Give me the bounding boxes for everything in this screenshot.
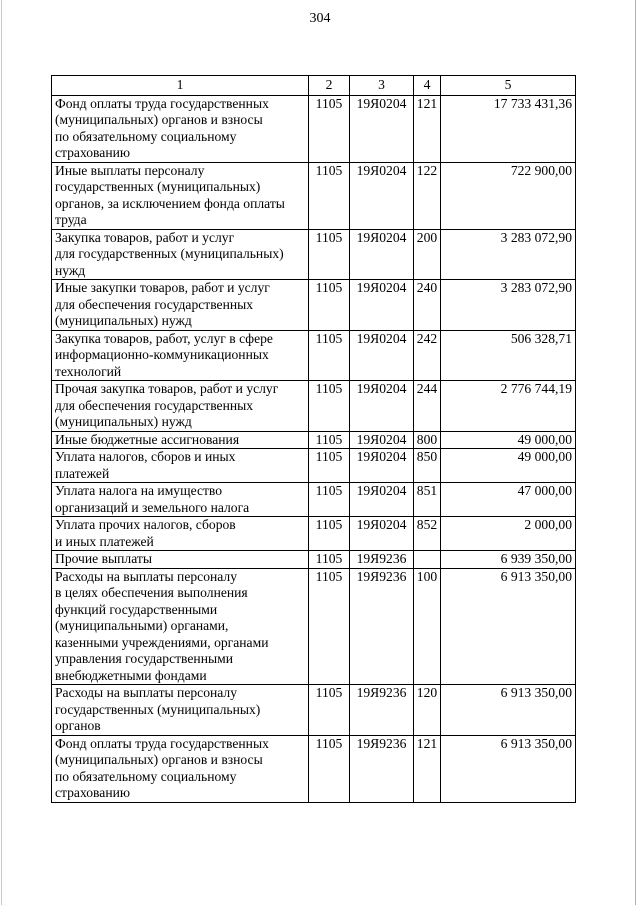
- expense-name-line: органов, за исключением фонда оплаты: [55, 195, 285, 211]
- expense-name-line: Прочие выплаты: [55, 551, 152, 566]
- expense-name-line: (муниципальными) органами,: [55, 618, 229, 633]
- expense-name-line: Иные выплаты персоналу: [55, 162, 205, 178]
- expense-name-line: в целях обеспечения выполнения: [55, 585, 248, 600]
- cell-expense-type: 852: [414, 517, 441, 551]
- expense-name-line: Фонд оплаты труда государственных: [55, 735, 269, 751]
- table-row: [52, 735, 576, 802]
- cell-section-code: 1105: [309, 568, 350, 685]
- expense-name-line: внебюджетными фондами: [55, 667, 207, 683]
- expense-name-line: по обязательному социальному: [55, 128, 237, 144]
- expense-name-line: труда: [55, 212, 87, 227]
- expense-name-line: (муниципальных) нужд: [55, 414, 192, 429]
- cell-expense-type: [414, 551, 441, 569]
- expense-name-line: Расходы на выплаты персоналу: [55, 568, 237, 584]
- cell-amount: 49 000,00: [441, 449, 576, 483]
- expense-name-line: страхованию: [55, 145, 131, 160]
- cell-section-code: 1105: [309, 483, 350, 517]
- table-row: [52, 162, 576, 229]
- cell-amount: 47 000,00: [441, 483, 576, 517]
- cell-amount: 506 328,71: [441, 330, 576, 381]
- expense-name-line: функций государственными: [55, 601, 218, 617]
- cell-expense-type: 850: [414, 449, 441, 483]
- expense-name-line: организаций и земельного налога: [55, 499, 250, 515]
- cell-target-code: 19Я9236: [350, 568, 414, 685]
- cell-target-code: 19Я0204: [350, 280, 414, 331]
- table-row: [52, 381, 576, 432]
- cell-target-code: 19Я0204: [350, 449, 414, 483]
- cell-target-code: 19Я0204: [350, 483, 414, 517]
- expense-name-line: Иные бюджетные ассигнования: [55, 431, 240, 447]
- expense-name-line: (муниципальных) органов и взносы: [55, 112, 263, 127]
- expense-name-line: информационно-коммуникационных: [55, 347, 269, 362]
- expense-name-line: (муниципальных) нужд: [55, 313, 192, 328]
- header-col-4: 4: [414, 76, 441, 96]
- table-row: [52, 483, 576, 517]
- budget-table-body: [52, 76, 576, 803]
- table-row: [52, 330, 576, 381]
- cell-expense-name: [52, 431, 309, 449]
- table-row: [52, 551, 576, 569]
- cell-expense-type: 851: [414, 483, 441, 517]
- table-row: [52, 280, 576, 331]
- cell-section-code: 1105: [309, 517, 350, 551]
- cell-expense-name: [52, 162, 309, 229]
- cell-expense-name: [52, 95, 309, 162]
- expense-name-line: Уплата налога на имущество: [55, 483, 223, 498]
- scan-edge-left: [1, 0, 2, 905]
- expense-name-line: Уплата налогов, сборов и иных: [55, 449, 236, 464]
- cell-target-code: 19Я0204: [350, 381, 414, 432]
- expense-name-line: государственных (муниципальных): [55, 179, 261, 194]
- cell-section-code: 1105: [309, 381, 350, 432]
- cell-expense-type: 121: [414, 95, 441, 162]
- expense-name-line: Иные закупки товаров, работ и услуг: [55, 280, 270, 295]
- header-col-1: 1: [52, 76, 309, 96]
- cell-expense-name: [52, 330, 309, 381]
- table-row: [52, 229, 576, 280]
- cell-amount: 6 939 350,00: [441, 551, 576, 569]
- cell-target-code: 19Я0204: [350, 330, 414, 381]
- expense-name-line: Прочая закупка товаров, работ и услуг: [55, 381, 279, 396]
- cell-amount: 49 000,00: [441, 431, 576, 449]
- cell-expense-type: 240: [414, 280, 441, 331]
- cell-amount: 3 283 072,90: [441, 229, 576, 280]
- table-row: [52, 431, 576, 449]
- cell-expense-name: [52, 381, 309, 432]
- cell-expense-name: [52, 517, 309, 551]
- cell-amount: 6 913 350,00: [441, 685, 576, 736]
- page-number: 304: [309, 11, 331, 26]
- cell-expense-name: [52, 449, 309, 483]
- table-row: [52, 685, 576, 736]
- expense-name-line: для государственных (муниципальных): [55, 246, 284, 261]
- expense-name-line: органов: [55, 718, 101, 733]
- expense-name-line: государственных (муниципальных): [55, 701, 261, 717]
- expense-name-line: (муниципальных) органов и взносы: [55, 752, 263, 767]
- cell-expense-type: 242: [414, 330, 441, 381]
- expense-name-line: Расходы на выплаты персоналу: [55, 685, 237, 700]
- expense-name-line: технологий: [55, 363, 122, 379]
- cell-section-code: 1105: [309, 95, 350, 162]
- cell-amount: 3 283 072,90: [441, 280, 576, 331]
- expense-name-line: казенными учреждениями, органами: [55, 634, 269, 650]
- expense-name-line: Закупка товаров, работ, услуг в сфере: [55, 330, 273, 346]
- cell-amount: 17 733 431,36: [441, 95, 576, 162]
- cell-expense-type: 800: [414, 431, 441, 449]
- cell-target-code: 19Я0204: [350, 229, 414, 280]
- cell-section-code: 1105: [309, 735, 350, 802]
- cell-expense-name: [52, 685, 309, 736]
- cell-amount: 6 913 350,00: [441, 735, 576, 802]
- cell-amount: 722 900,00: [441, 162, 576, 229]
- cell-target-code: 19Я9236: [350, 735, 414, 802]
- expense-name-line: страхованию: [55, 785, 131, 800]
- cell-expense-name: [52, 568, 309, 685]
- cell-amount: 2 776 744,19: [441, 381, 576, 432]
- cell-target-code: 19Я9236: [350, 551, 414, 569]
- table-row: [52, 517, 576, 551]
- cell-section-code: 1105: [309, 685, 350, 736]
- table-row: [52, 449, 576, 483]
- cell-target-code: 19Я0204: [350, 162, 414, 229]
- cell-amount: 2 000,00: [441, 517, 576, 551]
- cell-section-code: 1105: [309, 162, 350, 229]
- cell-expense-name: [52, 483, 309, 517]
- header-col-5: 5: [441, 76, 576, 96]
- expense-name-line: Уплата прочих налогов, сборов: [55, 517, 236, 532]
- table-header-row: [52, 76, 576, 96]
- cell-target-code: 19Я0204: [350, 95, 414, 162]
- expense-name-line: и иных платежей: [55, 533, 154, 549]
- cell-section-code: 1105: [309, 229, 350, 280]
- cell-expense-type: 120: [414, 685, 441, 736]
- cell-amount: 6 913 350,00: [441, 568, 576, 685]
- cell-expense-name: [52, 735, 309, 802]
- expense-name-line: для обеспечения государственных: [55, 296, 254, 312]
- cell-expense-name: [52, 280, 309, 331]
- cell-expense-type: 121: [414, 735, 441, 802]
- cell-section-code: 1105: [309, 551, 350, 569]
- expense-name-line: по обязательному социальному: [55, 768, 237, 784]
- cell-target-code: 19Я0204: [350, 517, 414, 551]
- budget-table: [51, 75, 576, 803]
- expense-name-line: Фонд оплаты труда государственных: [55, 95, 269, 111]
- cell-expense-type: 244: [414, 381, 441, 432]
- header-col-2: 2: [309, 76, 350, 96]
- expense-name-line: нужд: [55, 262, 86, 278]
- expense-name-line: управления государственными: [55, 651, 233, 666]
- cell-section-code: 1105: [309, 280, 350, 331]
- cell-target-code: 19Я9236: [350, 685, 414, 736]
- cell-expense-name: [52, 551, 309, 569]
- expense-name-line: платежей: [55, 465, 110, 481]
- table-row: [52, 95, 576, 162]
- header-col-3: 3: [350, 76, 414, 96]
- expense-name-line: Закупка товаров, работ и услуг: [55, 229, 235, 245]
- cell-expense-type: 200: [414, 229, 441, 280]
- cell-section-code: 1105: [309, 330, 350, 381]
- cell-expense-name: [52, 229, 309, 280]
- expense-name-line: для обеспечения государственных: [55, 397, 254, 413]
- cell-section-code: 1105: [309, 449, 350, 483]
- cell-expense-type: 122: [414, 162, 441, 229]
- scan-edge-right: [635, 0, 636, 905]
- cell-target-code: 19Я0204: [350, 431, 414, 449]
- cell-expense-type: 100: [414, 568, 441, 685]
- table-row: [52, 568, 576, 685]
- cell-section-code: 1105: [309, 431, 350, 449]
